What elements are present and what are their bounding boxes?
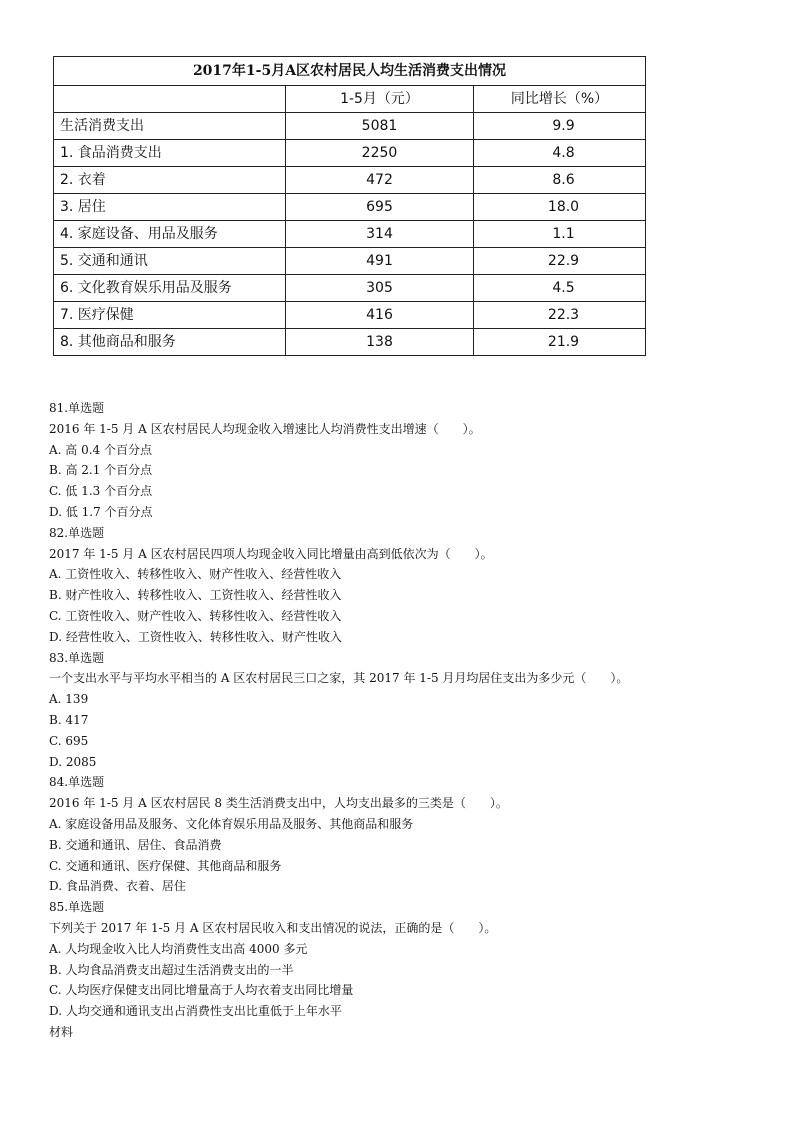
question-82	[49, 523, 779, 648]
question-list	[49, 398, 779, 1043]
answer-option: D. 低 1.7 个百分点	[49, 504, 153, 519]
question-stem: 2016 年 1-5 月 A 区农村居民人均现金收入增速比人均消费性支出增速（ ）。	[49, 421, 481, 436]
question-stem: 下列关于 2017 年 1-5 月 A 区农村居民收入和支出情况的说法，正确的是（ ）。	[49, 920, 497, 935]
row-growth: 9.9	[474, 113, 646, 140]
question-number: 85.单选题	[49, 900, 105, 915]
answer-option: D. 经营性收入、工资性收入、转移性收入、财产性收入	[49, 629, 342, 644]
answer-option: C. 低 1.3 个百分点	[49, 484, 153, 499]
row-category: 4. 家庭设备、用品及服务	[54, 221, 286, 248]
answer-option: C. 交通和通讯、医疗保健、其他商品和服务	[49, 858, 282, 873]
table-row	[54, 329, 646, 356]
row-growth: 18.0	[474, 194, 646, 221]
answer-option: A. 工资性收入、转移性收入、财产性收入、经营性收入	[49, 567, 342, 582]
table-row	[54, 113, 646, 140]
question-number: 82.单选题	[49, 525, 105, 540]
row-category: 7. 医疗保健	[54, 302, 286, 329]
row-category: 5. 交通和通讯	[54, 248, 286, 275]
table-row	[54, 248, 646, 275]
row-category: 6. 文化教育娱乐用品及服务	[54, 275, 286, 302]
answer-option: A. 高 0.4 个百分点	[49, 442, 153, 457]
answer-option: C. 人均医疗保健支出同比增量高于人均衣着支出同比增量	[49, 983, 354, 998]
consumption-table	[53, 56, 646, 356]
column-header-growth: 同比增长（%）	[474, 86, 646, 113]
answer-option: D. 2085	[49, 754, 97, 769]
table-row	[54, 167, 646, 194]
material-label: 材料	[49, 1024, 74, 1039]
row-amount: 491	[286, 248, 474, 275]
answer-option: B. 财产性收入、转移性收入、工资性收入、经营性收入	[49, 588, 342, 603]
row-category: 8. 其他商品和服务	[54, 329, 286, 356]
answer-option: D. 食品消费、衣着、居住	[49, 879, 186, 894]
row-category: 3. 居住	[54, 194, 286, 221]
row-growth: 22.3	[474, 302, 646, 329]
question-stem: 2016 年 1-5 月 A 区农村居民 8 类生活消费支出中，人均支出最多的三类是（ ）。	[49, 796, 508, 811]
answer-option: B. 人均食品消费支出超过生活消费支出的一半	[49, 962, 294, 977]
row-amount: 695	[286, 194, 474, 221]
answer-option: B. 交通和通讯、居住、食品消费	[49, 837, 222, 852]
row-growth: 1.1	[474, 221, 646, 248]
row-growth: 22.9	[474, 248, 646, 275]
question-84	[49, 772, 779, 897]
row-amount: 472	[286, 167, 474, 194]
row-category: 1. 食品消费支出	[54, 140, 286, 167]
question-number: 81.单选题	[49, 401, 105, 415]
answer-option: A. 139	[49, 692, 89, 707]
answer-option: B. 高 2.1 个百分点	[49, 463, 153, 478]
table-row	[54, 140, 646, 167]
question-number: 83.单选题	[49, 650, 105, 665]
answer-option: A. 人均现金收入比人均消费性支出高 4000 多元	[49, 941, 308, 956]
question-number: 84.单选题	[49, 775, 105, 790]
table-title: 2017年1-5月A区农村居民人均生活消费支出情况	[54, 57, 646, 86]
question-stem: 2017 年 1-5 月 A 区农村居民四项人均现金收入同比增量由高到低依次为（ ）。	[49, 546, 493, 561]
row-growth: 21.9	[474, 329, 646, 356]
question-85	[49, 897, 779, 1022]
question-stem: 一个支出水平与平均水平相当的 A 区农村居民三口之家，其 2017 年 1-5 月月均居住支出为多少元（ ）。	[49, 671, 629, 686]
row-category: 生活消费支出	[54, 113, 286, 140]
row-category: 2. 衣着	[54, 167, 286, 194]
column-header-category	[54, 86, 286, 113]
row-amount: 305	[286, 275, 474, 302]
row-amount: 5081	[286, 113, 474, 140]
row-growth: 8.6	[474, 167, 646, 194]
answer-option: B. 417	[49, 712, 89, 727]
answer-option: C. 695	[49, 733, 89, 748]
answer-option: C. 工资性收入、财产性收入、转移性收入、经营性收入	[49, 608, 342, 623]
row-amount: 2250	[286, 140, 474, 167]
row-amount: 314	[286, 221, 474, 248]
row-growth: 4.8	[474, 140, 646, 167]
row-amount: 416	[286, 302, 474, 329]
row-growth: 4.5	[474, 275, 646, 302]
question-81	[49, 398, 779, 523]
table-header-row	[54, 86, 646, 113]
answer-option: A. 家庭设备用品及服务、文化体育娱乐用品及服务、其他商品和服务	[49, 816, 414, 831]
table-row	[54, 194, 646, 221]
answer-option: D. 人均交通和通讯支出占消费性支出比重低于上年水平	[49, 1004, 342, 1019]
table-row	[54, 275, 646, 302]
table-row	[54, 302, 646, 329]
row-amount: 138	[286, 329, 474, 356]
column-header-amount: 1-5月（元）	[286, 86, 474, 113]
table-row	[54, 221, 646, 248]
question-83	[49, 648, 779, 773]
